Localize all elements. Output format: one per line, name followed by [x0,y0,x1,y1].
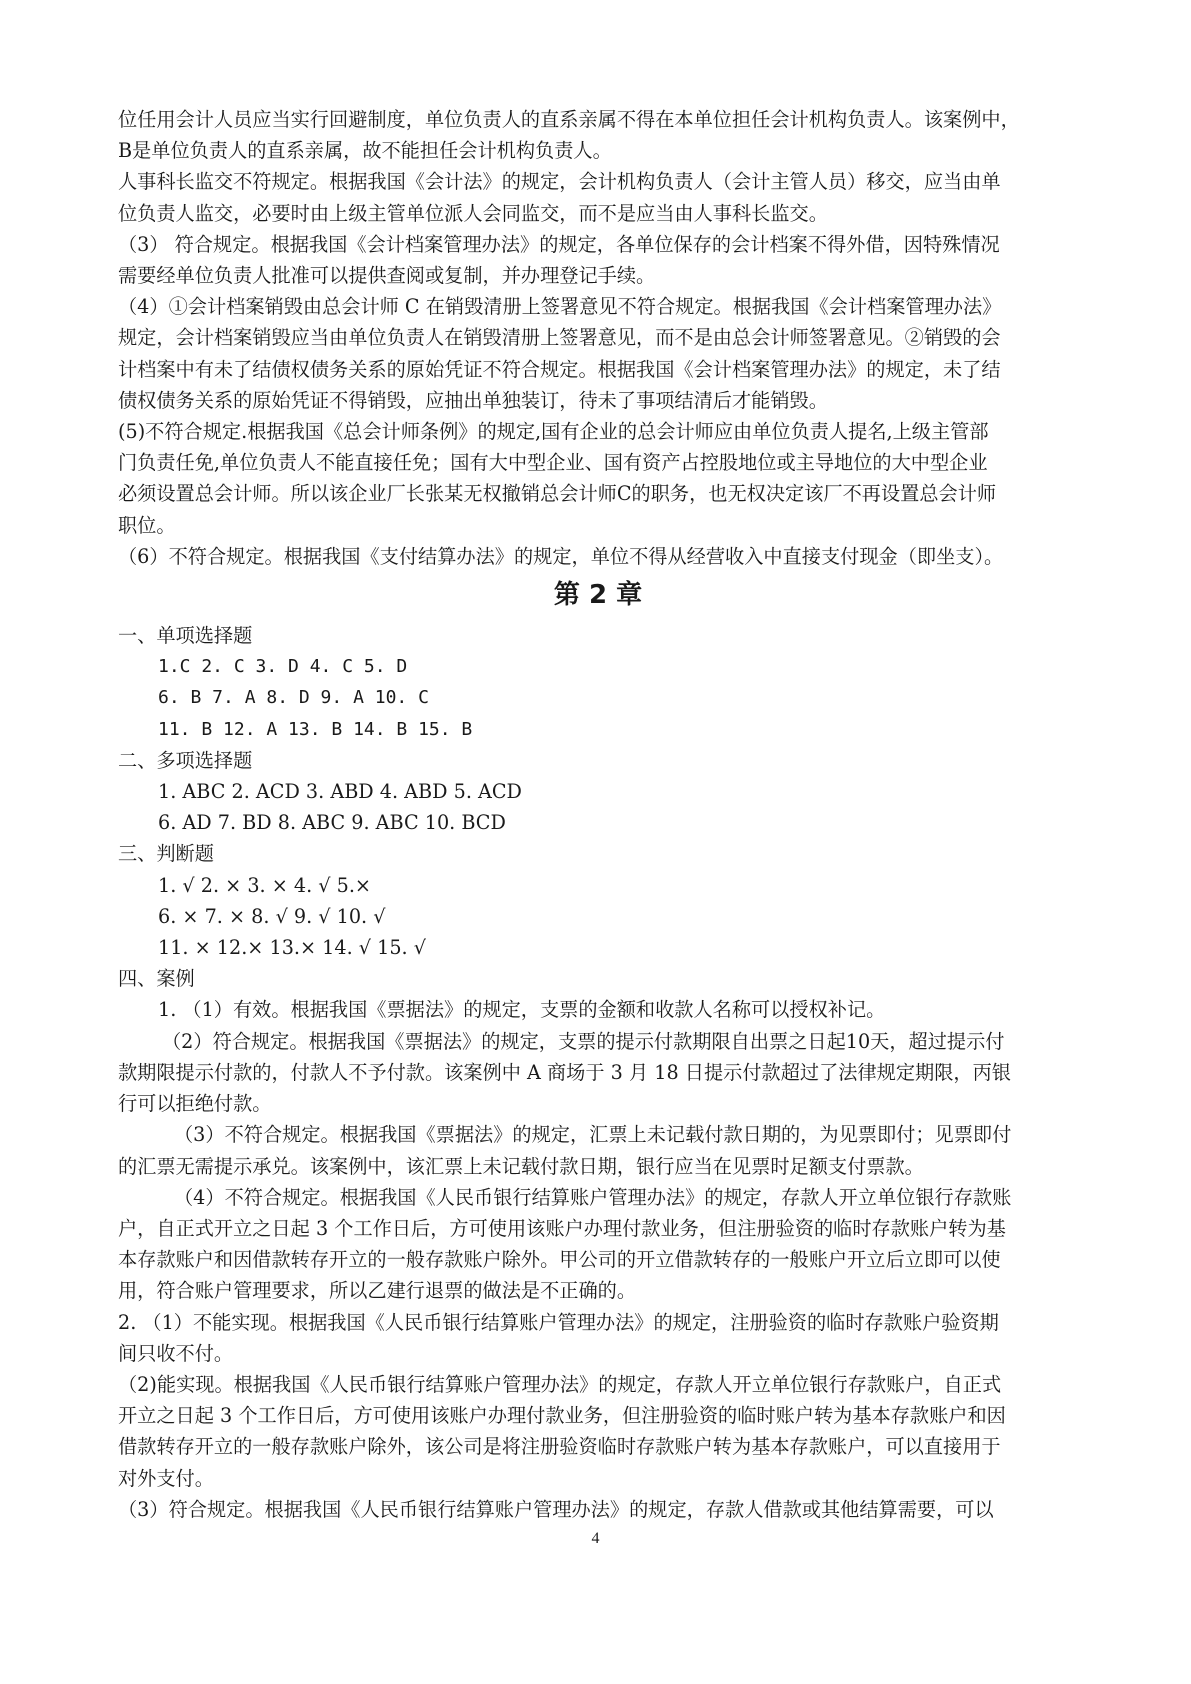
answer-row: 11. × 12.× 13.× 14. √ 15. √ [158,936,426,960]
text-line: 人事科长监交不符规定。根据我国《会计法》的规定，会计机构负责人（会计主管人员）移交，应当由单 [118,170,1001,194]
answer-row: 6. AD 7. BD 8. ABC 9. ABC 10. BCD [158,811,506,835]
page-number: 4 [591,1530,600,1547]
text-line: 位负责人监交，必要时由上级主管单位派人会同监交，而不是应当由人事科长监交。 [118,201,828,225]
text-line: 债权债务关系的原始凭证不得销毁，应抽出单独装订，待未了事项结清后才能销毁。 [118,388,828,412]
text-line: 借款转存开立的一般存款账户除外，该公司是将注册验资临时存款账户转为基本存款账户，可以直接用于 [118,1435,1001,1459]
section-cases [118,963,1078,1525]
text-line: 对外支付。 [118,1466,214,1490]
text-line: （2)能实现。根据我国《人民币银行结算账户管理办法》的规定，存款人开立单位银行存款账户，自正式 [118,1372,1002,1396]
text-line: （2）符合规定。根据我国《票据法》的规定，支票的提示付款期限自出票之日起10天，超过提示付 [162,1029,1005,1053]
text-line: （6）不符合规定。根据我国《支付结算办法》的规定，单位不得从经营收入中直接支付现金（即坐支）。 [118,544,1004,568]
section-multiple-choice [118,745,1078,839]
section-heading: 二、多项选择题 [118,748,253,772]
text-line: 户，自正式开立之日起 3 个工作日后，方可使用该账户办理付款业务，但注册验资的临时存款账户转为基 [118,1216,1006,1240]
text-line: 职位。 [118,513,176,537]
text-line: 间只收不付。 [118,1341,234,1365]
text-line: （3） 符合规定。根据我国《会计档案管理办法》的规定，各单位保存的会计档案不得外借，因特殊情况 [118,232,1000,256]
text-line: 开立之日起 3 个工作日后，方可使用该账户办理付款业务，但注册验资的临时账户转为基本存款账户和因 [118,1404,1006,1428]
text-line: 计档案中有未了结债权债务关系的原始凭证不符合规定。根据我国《会计档案管理办法》的规定，未了结 [118,357,1001,381]
text-line: 款期限提示付款的，付款人不予付款。该案例中 A 商场于 3 月 18 日提示付款超过了法律规定期限，丙银 [118,1060,1011,1084]
section-heading: 一、单项选择题 [118,624,253,648]
text-line: 必须设置总会计师。所以该企业厂长张某无权撤销总会计师C的职务，也无权决定该厂不再设置总会计师 [118,482,997,506]
text-line: (5)不符合规定.根据我国《总会计师条例》的规定,国有企业的总会计师应由单位负责人提名,上级主管部 [118,420,989,444]
answer-row: 1. √ 2. × 3. × 4. √ 5.× [158,873,372,897]
text-line: 行可以拒绝付款。 [118,1092,272,1116]
text-line: 的汇票无需提示承兑。该案例中，该汇票上未记载付款日期，银行应当在见票时足额支付票款。 [118,1154,924,1178]
text-line: 用，符合账户管理要求，所以乙建行退票的做法是不正确的。 [118,1279,637,1303]
answer-row: 1.C 2. C 3. D 4. C 5. D [158,656,408,678]
text-line: 本存款账户和因借款转存开立的一般存款账户除外。甲公司的开立借款转存的一般账户开立后立即可以使 [118,1248,1001,1272]
text-line: 规定，会计档案销毁应当由单位负责人在销毁清册上签署意见，而不是由总会计师签署意见。②销毁的会 [118,326,1001,350]
answer-row: 11. B 12. A 13. B 14. B 15. B [158,718,473,740]
top-section [118,104,1078,572]
text-line: （4）①会计档案销毁由总会计师 C 在销毁清册上签署意见不符合规定。根据我国《会计档案管理办法》 [118,295,1002,319]
text-line: 1. （1）有效。根据我国《票据法》的规定，支票的金额和收款人名称可以授权补记。 [158,998,886,1022]
text-line: （4）不符合规定。根据我国《人民币银行结算账户管理办法》的规定，存款人开立单位银行存款账 [174,1185,1012,1209]
text-line: 2. （1）不能实现。根据我国《人民币银行结算账户管理办法》的规定，注册验资的临时存款账户验资期 [118,1310,999,1334]
text-line: 位任用会计人员应当实行回避制度，单位负责人的直系亲属不得在本单位担任会计机构负责人。该案例中， [118,108,1020,131]
document-page [118,104,1078,1525]
answer-row: 6. B 7. A 8. D 9. A 10. C [158,687,429,709]
section-single-choice [118,620,1078,745]
text-line: 门负责任免,单位负责人不能直接任免；国有大中型企业、国有资产占控股地位或主导地位的大中型企业 [118,451,988,475]
text-line: （3）符合规定。根据我国《人民币银行结算账户管理办法》的规定，存款人借款或其他结算需要，可以 [118,1497,994,1521]
text-line: B是单位负责人的直系亲属，故不能担任会计机构负责人。 [118,139,612,163]
answer-row: 6. × 7. × 8. √ 9. √ 10. √ [158,904,386,928]
section-true-false [118,838,1078,963]
answer-row: 1. ABC 2. ACD 3. ABD 4. ABD 5. ACD [158,780,522,804]
section-heading: 四、案例 [118,967,195,991]
text-line: 需要经单位负责人批准可以提供查阅或复制，并办理登记手续。 [118,264,656,288]
chapter-title: 第 2 章 [553,580,643,611]
section-heading: 三、判断题 [118,842,214,866]
text-line: （3）不符合规定。根据我国《票据法》的规定，汇票上未记载付款日期的，为见票即付；见票即付 [174,1123,1012,1147]
